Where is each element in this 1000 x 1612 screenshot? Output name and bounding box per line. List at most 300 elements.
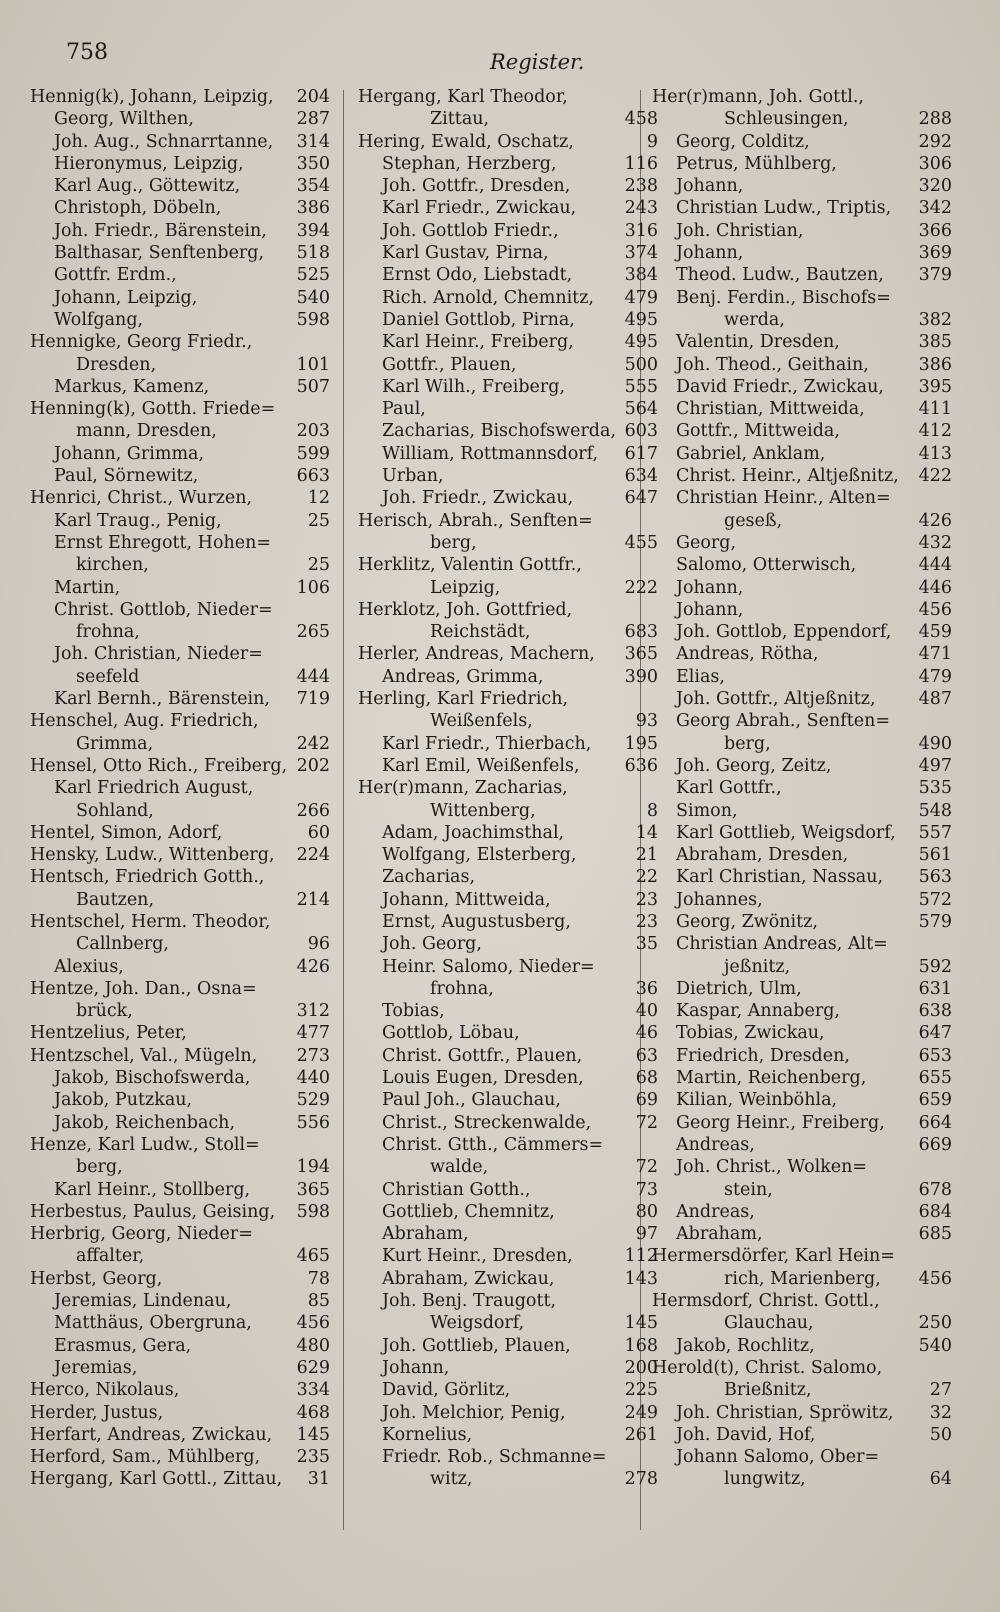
- entry-number: 145: [624, 1313, 658, 1334]
- entry-name: Hermersdörfer, Karl Hein=: [652, 1246, 895, 1267]
- entry-name: Abraham,: [676, 1224, 763, 1245]
- entry-number: 31: [307, 1469, 330, 1490]
- entry-name: Gottfr. Erdm.,: [54, 265, 177, 286]
- entry-number: 238: [624, 176, 658, 197]
- index-entry: [30, 354, 330, 376]
- entry-name: Joh. Aug., Schnarrtanne,: [54, 131, 274, 152]
- entry-number: 455: [624, 532, 658, 553]
- index-entry: [652, 599, 952, 621]
- entry-name: Joh. Melchior, Penig,: [382, 1402, 566, 1423]
- index-entry: [30, 420, 330, 442]
- entry-name: Hentel, Simon, Adorf,: [30, 822, 223, 843]
- page-title: Register.: [490, 50, 585, 74]
- entry-name: Reichstädt,: [430, 622, 531, 643]
- entry-number: 354: [296, 176, 330, 197]
- entry-name: Joh. Benj. Traugott,: [382, 1291, 557, 1312]
- entry-name: Joh. Friedr., Bärenstein,: [54, 220, 267, 241]
- entry-name: Dresden,: [76, 354, 157, 375]
- entry-name: Jakob, Putzkau,: [54, 1090, 193, 1111]
- entry-name: Hentzelius, Peter,: [30, 1023, 187, 1044]
- entry-name: Georg Heinr., Freiberg,: [676, 1112, 885, 1133]
- entry-name: Friedr. Rob., Schmanne=: [382, 1447, 607, 1468]
- index-entry: [358, 822, 658, 844]
- index-entry: [30, 487, 330, 509]
- entry-name: Georg Abrah., Senften=: [676, 711, 891, 732]
- index-entry: [30, 844, 330, 866]
- index-entry: [652, 264, 952, 286]
- index-entry: [358, 465, 658, 487]
- entry-number: 350: [296, 153, 330, 174]
- index-entry: [652, 1156, 952, 1178]
- entry-name: Karl Gottlieb, Weigsdorf,: [676, 822, 896, 843]
- entry-number: 314: [296, 131, 330, 152]
- entry-name: Henschel, Aug. Friedrich,: [30, 711, 259, 732]
- entry-name: Schleusingen,: [724, 109, 849, 130]
- entry-number: 459: [918, 622, 952, 643]
- entry-name: Gottfr., Plauen,: [382, 354, 517, 375]
- index-entry: [30, 710, 330, 732]
- entry-name: Weigsdorf,: [430, 1313, 525, 1334]
- entry-name: Johann, Leipzig,: [54, 287, 198, 308]
- index-entry: [358, 108, 658, 130]
- index-entry: [652, 1245, 952, 1267]
- entry-number: 73: [635, 1179, 658, 1200]
- entry-number: 647: [918, 1023, 952, 1044]
- entry-number: 446: [918, 577, 952, 598]
- entry-name: David Friedr., Zwickau,: [676, 376, 884, 397]
- entry-name: Petrus, Mühlberg,: [676, 153, 837, 174]
- entry-number: 598: [296, 309, 330, 330]
- entry-name: Karl Gustav, Pirna,: [382, 243, 549, 264]
- index-entry: [30, 1446, 330, 1468]
- index-entry: [30, 1223, 330, 1245]
- index-entry: [652, 822, 952, 844]
- index-entry: [358, 1156, 658, 1178]
- index-entry: [652, 755, 952, 777]
- entry-number: 224: [296, 845, 330, 866]
- index-entry: [652, 175, 952, 197]
- entry-name: Her(r)mann, Joh. Gottl.,: [652, 87, 864, 107]
- entry-number: 204: [296, 87, 330, 107]
- entry-name: Johann,: [382, 1357, 450, 1378]
- index-entry: [652, 1089, 952, 1111]
- index-entry: [652, 911, 952, 933]
- entry-number: 556: [296, 1112, 330, 1133]
- entry-number: 23: [635, 889, 658, 910]
- entry-number: 422: [918, 466, 952, 487]
- entry-name: Elias,: [676, 666, 725, 687]
- entry-name: Wolfgang,: [54, 309, 144, 330]
- entry-name: Joh. Christ., Wolken=: [676, 1157, 868, 1178]
- entry-number: 456: [296, 1313, 330, 1334]
- entry-name: Herbst, Georg,: [30, 1268, 163, 1289]
- index-entry: [358, 1357, 658, 1379]
- index-entry: [30, 242, 330, 264]
- entry-name: Gottlieb, Chemnitz,: [382, 1201, 555, 1222]
- entry-number: 490: [918, 733, 952, 754]
- index-entry: [652, 688, 952, 710]
- index-entry: [358, 1446, 658, 1468]
- index-entry: [358, 264, 658, 286]
- index-entry: [30, 1335, 330, 1357]
- entry-number: 93: [635, 711, 658, 732]
- index-entry: [652, 643, 952, 665]
- entry-name: Zacharias,: [382, 867, 476, 888]
- index-entry: [30, 1379, 330, 1401]
- entry-number: 394: [296, 220, 330, 241]
- index-entry: [30, 175, 330, 197]
- index-entry: [358, 599, 658, 621]
- index-entry: [358, 666, 658, 688]
- entry-number: 288: [918, 109, 952, 130]
- entry-name: berg,: [430, 532, 477, 553]
- entry-name: Johann Salomo, Ober=: [676, 1447, 880, 1468]
- entry-name: Gottfr., Mittweida,: [676, 421, 840, 442]
- entry-number: 214: [296, 889, 330, 910]
- entry-name: Johann, Mittweida,: [382, 889, 551, 910]
- entry-number: 468: [296, 1402, 330, 1423]
- index-entry: [30, 1402, 330, 1424]
- entry-name: Hensel, Otto Rich., Freiberg,: [30, 755, 288, 776]
- entry-number: 278: [624, 1469, 658, 1490]
- index-entry: [652, 777, 952, 799]
- index-entry: [652, 1379, 952, 1401]
- entry-number: 14: [635, 822, 658, 843]
- entry-name: Joh. Christian, Spröwitz,: [676, 1402, 894, 1423]
- entry-name: Johann, Grimma,: [54, 443, 205, 464]
- entry-number: 664: [918, 1112, 952, 1133]
- entry-name: Hergang, Karl Theodor,: [358, 87, 568, 107]
- index-entry: [358, 487, 658, 509]
- entry-number: 487: [918, 689, 952, 710]
- entry-number: 265: [296, 622, 330, 643]
- entry-name: Joh. Friedr., Zwickau,: [382, 488, 574, 509]
- entry-number: 25: [307, 510, 330, 531]
- entry-number: 379: [918, 265, 952, 286]
- index-entry: [30, 822, 330, 844]
- index-entry: [652, 287, 952, 309]
- entry-name: Herford, Sam., Mühlberg,: [30, 1447, 261, 1468]
- index-entry: [30, 956, 330, 978]
- entry-number: 225: [624, 1380, 658, 1401]
- entry-name: Karl Traug., Penig,: [54, 510, 222, 531]
- index-entry: [30, 800, 330, 822]
- entry-number: 557: [918, 822, 952, 843]
- entry-number: 78: [307, 1268, 330, 1289]
- entry-number: 36: [635, 978, 658, 999]
- entry-name: Christ. Gtth., Cämmers=: [382, 1134, 604, 1155]
- index-entry: [358, 287, 658, 309]
- entry-name: Karl Heinr., Stollberg,: [54, 1179, 251, 1200]
- index-entry: [358, 755, 658, 777]
- entry-number: 266: [296, 800, 330, 821]
- entry-name: Georg, Zwönitz,: [676, 911, 818, 932]
- entry-number: 395: [918, 376, 952, 397]
- entry-name: Karl Wilh., Freiberg,: [382, 376, 566, 397]
- entry-name: Salomo, Otterwisch,: [676, 555, 857, 576]
- index-entry: [30, 866, 330, 888]
- entry-number: 203: [296, 421, 330, 442]
- entry-number: 60: [307, 822, 330, 843]
- entry-name: Christ., Streckenwalde,: [382, 1112, 592, 1133]
- entry-name: Hennigke, Georg Friedr.,: [30, 332, 253, 353]
- entry-name: Her(r)mann, Zacharias,: [358, 778, 568, 799]
- index-entry: [652, 1468, 952, 1490]
- entry-name: Hergang, Karl Gottl., Zittau,: [30, 1469, 283, 1490]
- entry-number: 68: [635, 1068, 658, 1089]
- entry-name: Hermsdorf, Christ. Gottl.,: [652, 1291, 880, 1312]
- index-entry: [358, 420, 658, 442]
- entry-name: Dietrich, Ulm,: [676, 978, 802, 999]
- index-entry: [652, 376, 952, 398]
- entry-number: 518: [296, 243, 330, 264]
- entry-number: 143: [624, 1268, 658, 1289]
- index-entry: [652, 354, 952, 376]
- entry-name: Herling, Karl Friedrich,: [358, 689, 569, 710]
- column-divider: [343, 90, 344, 1530]
- index-entry: [30, 287, 330, 309]
- index-entry: [652, 621, 952, 643]
- entry-name: Henrici, Christ., Wurzen,: [30, 488, 253, 509]
- entry-number: 411: [918, 399, 952, 420]
- entry-number: 390: [624, 666, 658, 687]
- page-header: [0, 30, 1000, 80]
- entry-name: Daniel Gottlob, Pirna,: [382, 309, 575, 330]
- index-entry: [358, 1379, 658, 1401]
- entry-name: Joh. Gottfr., Altjeßnitz,: [676, 689, 876, 710]
- entry-name: berg,: [724, 733, 771, 754]
- index-entry: [358, 220, 658, 242]
- entry-number: 384: [624, 265, 658, 286]
- index-entry: [30, 755, 330, 777]
- entry-number: 50: [929, 1424, 952, 1445]
- entry-name: Erasmus, Gera,: [54, 1335, 192, 1356]
- index-entry: [30, 108, 330, 130]
- index-column-3: [652, 86, 952, 1491]
- entry-name: Karl Friedr., Thierbach,: [382, 733, 592, 754]
- entry-number: 413: [918, 443, 952, 464]
- entry-number: 497: [918, 755, 952, 776]
- entry-number: 69: [635, 1090, 658, 1111]
- index-entry: [30, 1089, 330, 1111]
- index-entry: [358, 1089, 658, 1111]
- entry-name: Weißenfels,: [430, 711, 533, 732]
- entry-name: Zittau,: [430, 109, 490, 130]
- entry-number: 40: [635, 1001, 658, 1022]
- entry-number: 365: [296, 1179, 330, 1200]
- entry-number: 456: [918, 599, 952, 620]
- entry-name: Hieronymus, Leipzig,: [54, 153, 244, 174]
- entry-name: mann, Dresden,: [76, 421, 217, 442]
- entry-number: 678: [918, 1179, 952, 1200]
- entry-name: Glauchau,: [724, 1313, 814, 1334]
- entry-number: 200: [624, 1357, 658, 1378]
- index-entry: [652, 710, 952, 732]
- index-entry: [30, 1201, 330, 1223]
- index-entry: [358, 175, 658, 197]
- entry-number: 320: [918, 176, 952, 197]
- entry-number: 412: [918, 421, 952, 442]
- entry-name: Joh. Georg, Zeitz,: [676, 755, 832, 776]
- entry-number: 27: [929, 1380, 952, 1401]
- index-entry: [652, 1312, 952, 1334]
- entry-number: 80: [635, 1201, 658, 1222]
- index-entry: [30, 1179, 330, 1201]
- entry-name: Simon,: [676, 800, 738, 821]
- index-entry: [652, 800, 952, 822]
- entry-number: 386: [296, 198, 330, 219]
- index-entry: [30, 1000, 330, 1022]
- entry-number: 292: [918, 131, 952, 152]
- entry-name: Andreas, Grimma,: [382, 666, 544, 687]
- entry-name: William, Rottmannsdorf,: [382, 443, 599, 464]
- index-entry: [358, 354, 658, 376]
- entry-name: Hensky, Ludw., Wittenberg,: [30, 845, 275, 866]
- entry-name: Georg, Wilthen,: [54, 109, 194, 130]
- index-entry: [30, 1067, 330, 1089]
- index-entry: [30, 911, 330, 933]
- entry-number: 112: [624, 1246, 658, 1267]
- entry-number: 365: [624, 644, 658, 665]
- index-entry: [358, 1335, 658, 1357]
- entry-name: Jeremias, Lindenau,: [54, 1291, 232, 1312]
- index-entry: [652, 889, 952, 911]
- index-entry: [358, 800, 658, 822]
- entry-name: Rich. Arnold, Chemnitz,: [382, 287, 594, 308]
- entry-number: 145: [296, 1424, 330, 1445]
- index-entry: [358, 1067, 658, 1089]
- index-entry: [652, 443, 952, 465]
- entry-name: Hentzschel, Val., Mügeln,: [30, 1045, 258, 1066]
- index-entry: [358, 1134, 658, 1156]
- index-entry: [30, 153, 330, 175]
- entry-name: Ernst, Augustusberg,: [382, 911, 571, 932]
- index-entry: [30, 443, 330, 465]
- entry-name: Andreas, Rötha,: [676, 644, 819, 665]
- entry-name: Wolfgang, Elsterberg,: [382, 845, 577, 866]
- index-entry: [30, 978, 330, 1000]
- entry-name: Abraham, Zwickau,: [382, 1268, 555, 1289]
- entry-number: 222: [624, 577, 658, 598]
- entry-number: 634: [624, 466, 658, 487]
- entry-name: Balthasar, Senftenberg,: [54, 243, 265, 264]
- entry-number: 540: [296, 287, 330, 308]
- entry-number: 432: [918, 532, 952, 553]
- index-entry: [30, 1156, 330, 1178]
- index-entry: [652, 978, 952, 1000]
- entry-name: rich, Marienberg,: [724, 1268, 881, 1289]
- entry-number: 106: [296, 577, 330, 598]
- index-entry: [652, 331, 952, 353]
- index-entry: [358, 1223, 658, 1245]
- entry-name: brück,: [76, 1001, 133, 1022]
- index-entry: [358, 1468, 658, 1490]
- index-entry: [652, 510, 952, 532]
- entry-name: Jakob, Reichenbach,: [54, 1112, 236, 1133]
- entry-name: Tobias, Zwickau,: [676, 1023, 825, 1044]
- entry-number: 195: [624, 733, 658, 754]
- entry-number: 235: [296, 1447, 330, 1468]
- index-entry: [358, 733, 658, 755]
- entry-number: 250: [918, 1313, 952, 1334]
- entry-number: 194: [296, 1157, 330, 1178]
- index-entry: [30, 398, 330, 420]
- index-entry: [30, 131, 330, 153]
- entry-name: Brießnitz,: [724, 1380, 812, 1401]
- entry-number: 444: [296, 666, 330, 687]
- entry-name: Hentsch, Friedrich Gotth.,: [30, 867, 265, 888]
- entry-number: 548: [918, 800, 952, 821]
- entry-name: Herklotz, Joh. Gottfried,: [358, 599, 573, 620]
- entry-name: Alexius,: [54, 956, 124, 977]
- index-entry: [652, 1335, 952, 1357]
- index-entry: [358, 86, 658, 108]
- index-entry: [652, 733, 952, 755]
- index-entry: [30, 1312, 330, 1334]
- index-entry: [358, 889, 658, 911]
- index-entry: [652, 1134, 952, 1156]
- entry-number: 535: [918, 778, 952, 799]
- index-entry: [358, 1201, 658, 1223]
- index-entry: [652, 1290, 952, 1312]
- entry-number: 8: [646, 800, 658, 821]
- entry-name: Martin, Reichenberg,: [676, 1068, 867, 1089]
- index-entry: [30, 1112, 330, 1134]
- entry-name: Kilian, Weinböhla,: [676, 1090, 838, 1111]
- entry-number: 599: [296, 443, 330, 464]
- index-entry: [30, 599, 330, 621]
- index-entry: [30, 577, 330, 599]
- entry-name: Hennig(k), Johann, Leipzig,: [30, 87, 274, 107]
- entry-number: 631: [918, 978, 952, 999]
- entry-number: 12: [307, 488, 330, 509]
- index-entry: [30, 1134, 330, 1156]
- entry-number: 564: [624, 399, 658, 420]
- entry-number: 479: [918, 666, 952, 687]
- entry-number: 561: [918, 845, 952, 866]
- entry-name: affalter,: [76, 1246, 145, 1267]
- index-entry: [652, 1179, 952, 1201]
- entry-number: 273: [296, 1045, 330, 1066]
- index-entry: [30, 666, 330, 688]
- entry-number: 366: [918, 220, 952, 241]
- index-entry: [358, 443, 658, 465]
- entry-number: 97: [635, 1224, 658, 1245]
- entry-name: Christ. Gottfr., Plauen,: [382, 1045, 583, 1066]
- entry-name: Paul, Sörnewitz,: [54, 466, 199, 487]
- index-entry: [652, 933, 952, 955]
- entry-name: Sohland,: [76, 800, 154, 821]
- entry-name: Ernst Odo, Liebstadt,: [382, 265, 573, 286]
- index-entry: [30, 197, 330, 219]
- index-entry: [652, 131, 952, 153]
- index-entry: [652, 1402, 952, 1424]
- index-entry: [652, 1000, 952, 1022]
- index-entry: [358, 1179, 658, 1201]
- entry-name: jeßnitz,: [724, 956, 791, 977]
- index-entry: [652, 1223, 952, 1245]
- entry-number: 101: [296, 354, 330, 375]
- index-entry: [358, 933, 658, 955]
- index-entry: [652, 220, 952, 242]
- entry-number: 659: [918, 1090, 952, 1111]
- index-entry: [652, 487, 952, 509]
- entry-number: 23: [635, 911, 658, 932]
- entry-number: 465: [296, 1246, 330, 1267]
- entry-name: Stephan, Herzberg,: [382, 153, 557, 174]
- entry-number: 663: [296, 466, 330, 487]
- entry-number: 458: [624, 109, 658, 130]
